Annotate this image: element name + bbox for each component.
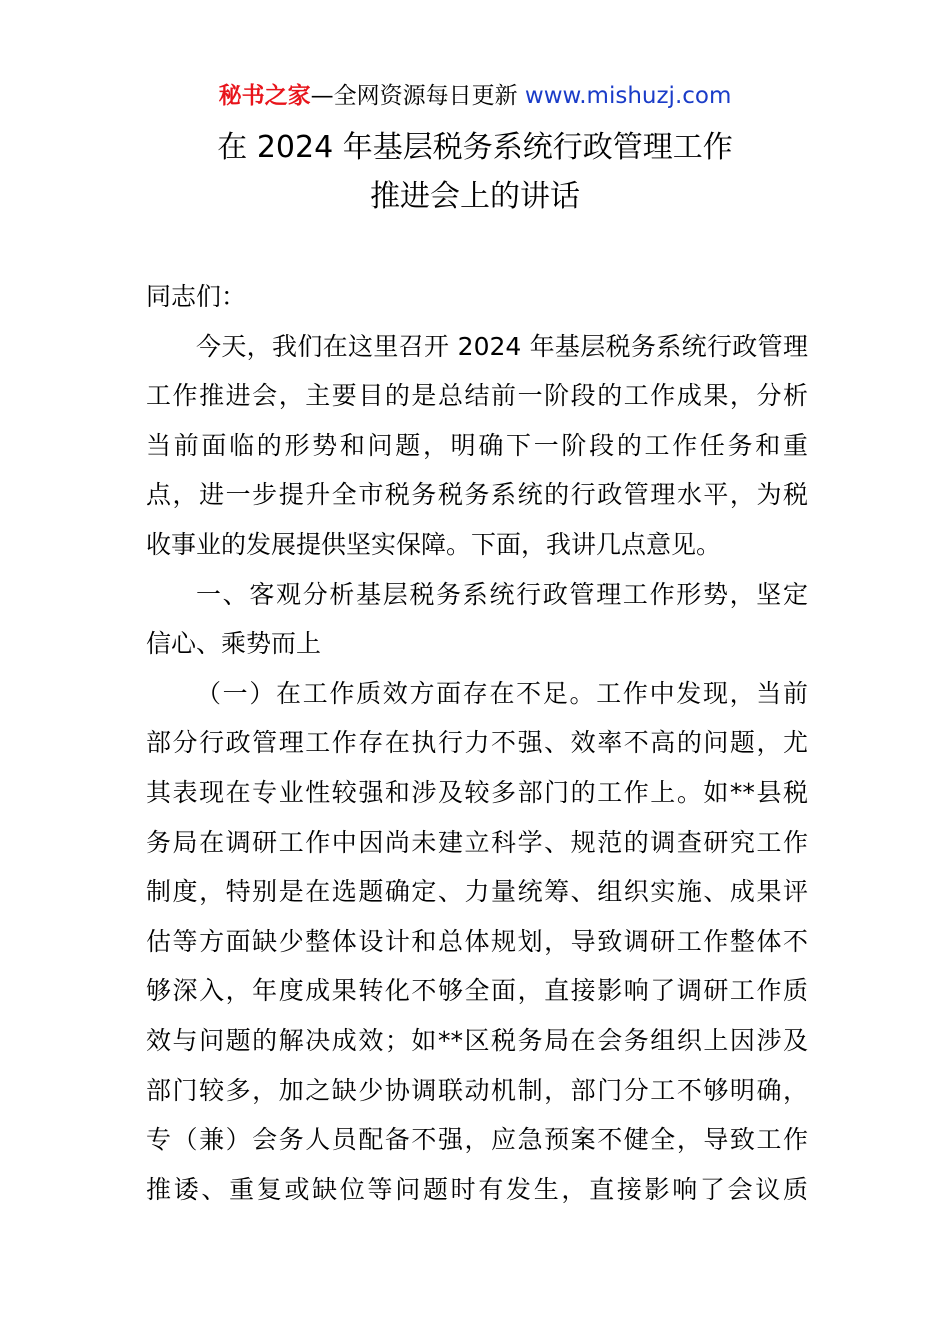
section-heading-line: 信心、乘势而上 (146, 629, 322, 659)
body-line: 其表现在专业性较强和涉及较多部门的工作上。如**县税 (146, 777, 808, 807)
body-line: 当前面临的形势和问题，明确下一阶段的工作任务和重 (146, 430, 808, 460)
body-line: 工作推进会，主要目的是总结前一阶段的工作成果，分析 (146, 381, 808, 411)
salutation: 同志们： (146, 282, 247, 311)
document-title-line-1: 在 2024 年基层税务系统行政管理工作 (217, 130, 733, 165)
site-brand: 秘书之家 (218, 83, 311, 109)
body-line: 今天，我们在这里召开 2024 年基层税务系统行政管理 (196, 331, 808, 361)
body-line: 部门较多，加之缺少协调联动机制，部门分工不够明确， (146, 1075, 808, 1105)
body-line: 够深入，年度成果转化不够全面，直接影响了调研工作质 (146, 976, 808, 1006)
site-tagline: —全网资源每日更新 (310, 83, 525, 109)
section-heading-line: 一、客观分析基层税务系统行政管理工作形势，坚定 (196, 579, 808, 609)
document-title-line-2: 推进会上的讲话 (370, 179, 580, 214)
body-line: 部分行政管理工作存在执行力不强、效率不高的问题，尤 (146, 728, 808, 758)
body-line: 收事业的发展提供坚实保障。下面，我讲几点意见。 (146, 529, 722, 559)
site-banner (0, 80, 950, 112)
body-line: （一）在工作质效方面存在不足。工作中发现，当前 (196, 678, 808, 708)
body-line: 效与问题的解决成效；如**区税务局在会务组织上因涉及 (146, 1025, 808, 1055)
body-line: 务局在调研工作中因尚未建立科学、规范的调查研究工作 (146, 827, 808, 857)
document-body (146, 277, 808, 1219)
body-line: 专（兼）会务人员配备不强，应急预案不健全，导致工作 (146, 1125, 808, 1155)
site-url-link[interactable]: www.mishuzj.com (524, 83, 732, 109)
body-line: 推诿、重复或缺位等问题时有发生，直接影响了会议质 (146, 1174, 808, 1204)
body-line: 估等方面缺少整体设计和总体规划，导致调研工作整体不 (146, 926, 808, 956)
body-line: 点，进一步提升全市税务税务系统的行政管理水平，为税 (146, 480, 808, 510)
body-line: 制度，特别是在选题确定、力量统筹、组织实施、成果评 (146, 877, 808, 907)
